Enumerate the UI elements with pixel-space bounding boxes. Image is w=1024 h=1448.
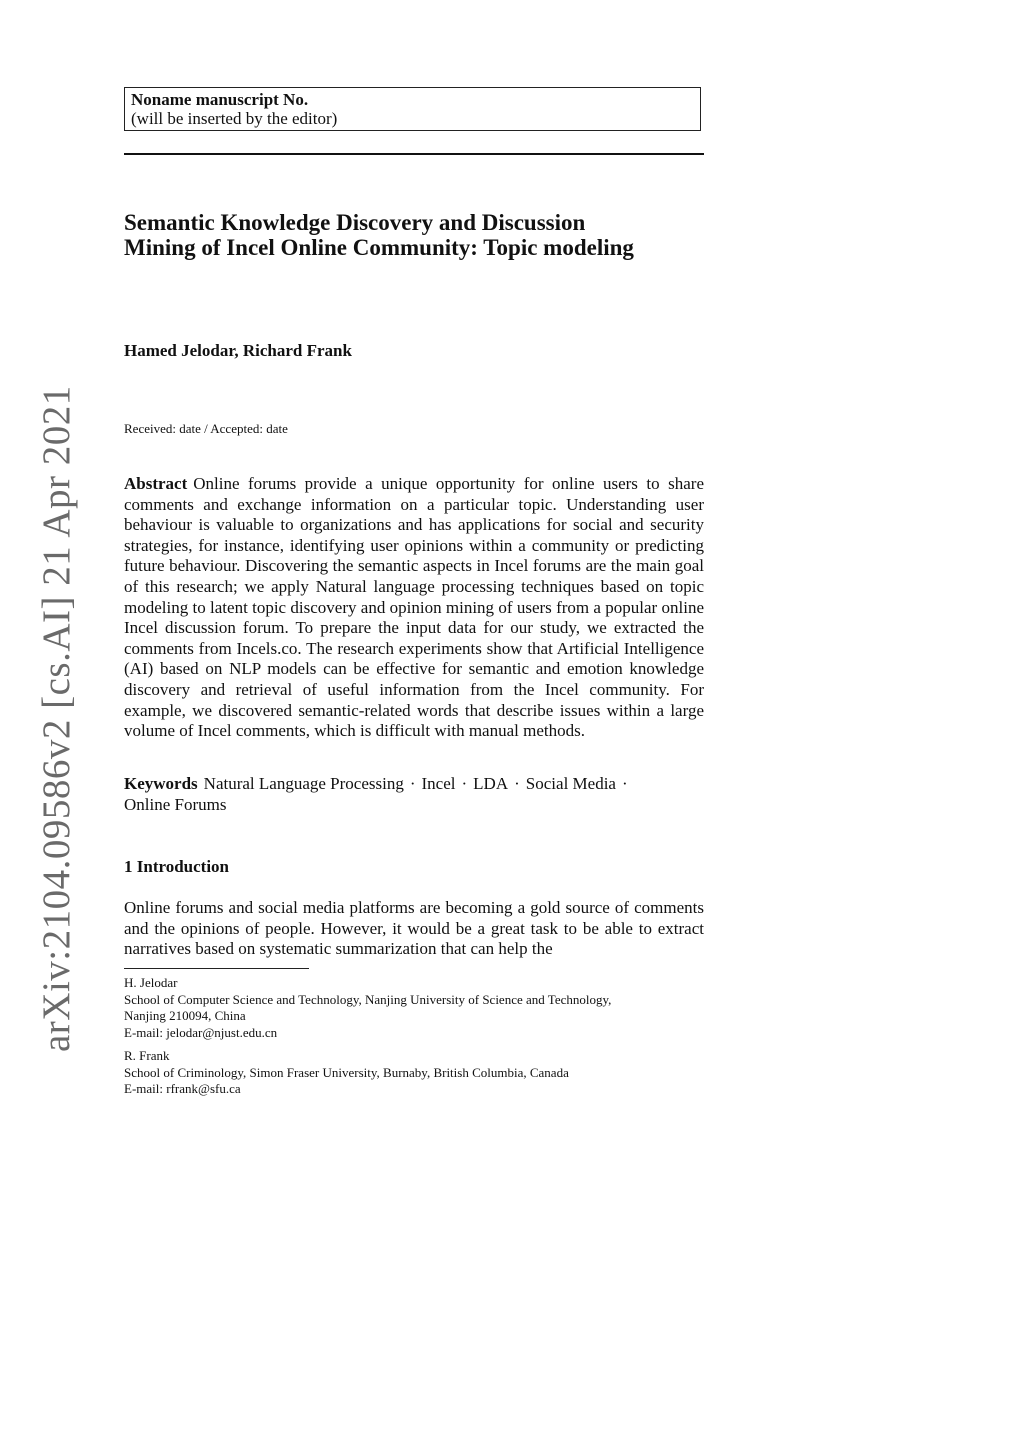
section-heading-introduction: 1 Introduction	[124, 857, 230, 876]
keyword-separator: ·	[409, 774, 416, 793]
header-rule	[124, 153, 704, 155]
keyword-item: Incel	[421, 774, 456, 793]
paper-title-line-2: Mining of Incel Online Community: Topic modeling	[124, 235, 634, 260]
affiliation-email: E-mail: jelodar@njust.edu.cn	[124, 1024, 278, 1040]
footnote-rule	[124, 968, 309, 969]
affiliation-name: R. Frank	[124, 1048, 170, 1063]
paper-title	[124, 210, 724, 260]
affiliation-email: E-mail: rfrank@sfu.ca	[124, 1081, 241, 1096]
affiliation-location: Nanjing 210094, China	[124, 1008, 246, 1023]
keyword-item: Natural Language Processing	[203, 774, 404, 793]
abstract	[124, 474, 704, 742]
abstract-label: Abstract	[124, 474, 188, 493]
keywords-label: Keywords	[124, 774, 198, 793]
paper-title-line-1: Semantic Knowledge Discovery and Discussion	[124, 210, 586, 235]
keyword-separator: ·	[461, 774, 468, 793]
manuscript-number-box	[124, 87, 701, 131]
affiliation-school: School of Computer Science and Technology, Nanjing University of Science and Technology,	[124, 991, 612, 1007]
keyword-separator: ·	[621, 774, 628, 793]
manuscript-note: (will be inserted by the editor)	[131, 109, 338, 128]
paper-authors: Hamed Jelodar, Richard Frank	[124, 341, 352, 360]
keyword-item: Social Media	[525, 774, 616, 793]
received-date: Received: date / Accepted: date	[124, 421, 288, 436]
keyword-separator: ·	[514, 774, 520, 793]
keyword-item: Online Forums	[124, 795, 227, 814]
arxiv-identifier-stamp: arXiv:2104.09586v2 [cs.AI] 21 Apr 2021	[35, 385, 78, 1052]
introduction-text: Online forums and social media platforms are becoming a gold source of comments and the opinions of people. However, it would be a great task to be able to extract narratives based on systematic summarization that can help the	[124, 898, 704, 959]
abstract-text: Online forums provide a unique opportunity for online users to share comments and exchange information on a particular topic. Understanding user behaviour is valuable to organizations and has applications for social and security strategies, for instance, identifying user opinions within a community or predicting future behaviour. Discovering the semantic aspects in Incel forums are the main goal of this research; we apply Natural language processing techniques based on topic modeling to latent topic discovery and opinion mining of users from a popular online Incel discussion forum. To prepare the input data for our study, we extracted the comments from Incels.co. The research experiments show that Artificial Intelligence (AI) based on NLP models can be effective for semantic and emotion knowledge discovery and retrieval of useful information from the Incel community. For example, we discovered semantic-related words that describe issues within a large volume of Incel comments, which is difficult with manual methods.	[124, 474, 704, 741]
affiliation-school: School of Criminology, Simon Fraser University, Burnaby, British Columbia, Canada	[124, 1064, 569, 1080]
keywords	[124, 773, 684, 815]
manuscript-label: Noname manuscript No.	[131, 90, 309, 109]
affiliation-frank	[124, 1048, 724, 1098]
keyword-item: LDA	[473, 774, 509, 793]
affiliation-jelodar	[124, 975, 724, 1041]
affiliation-name: H. Jelodar	[124, 975, 178, 990]
